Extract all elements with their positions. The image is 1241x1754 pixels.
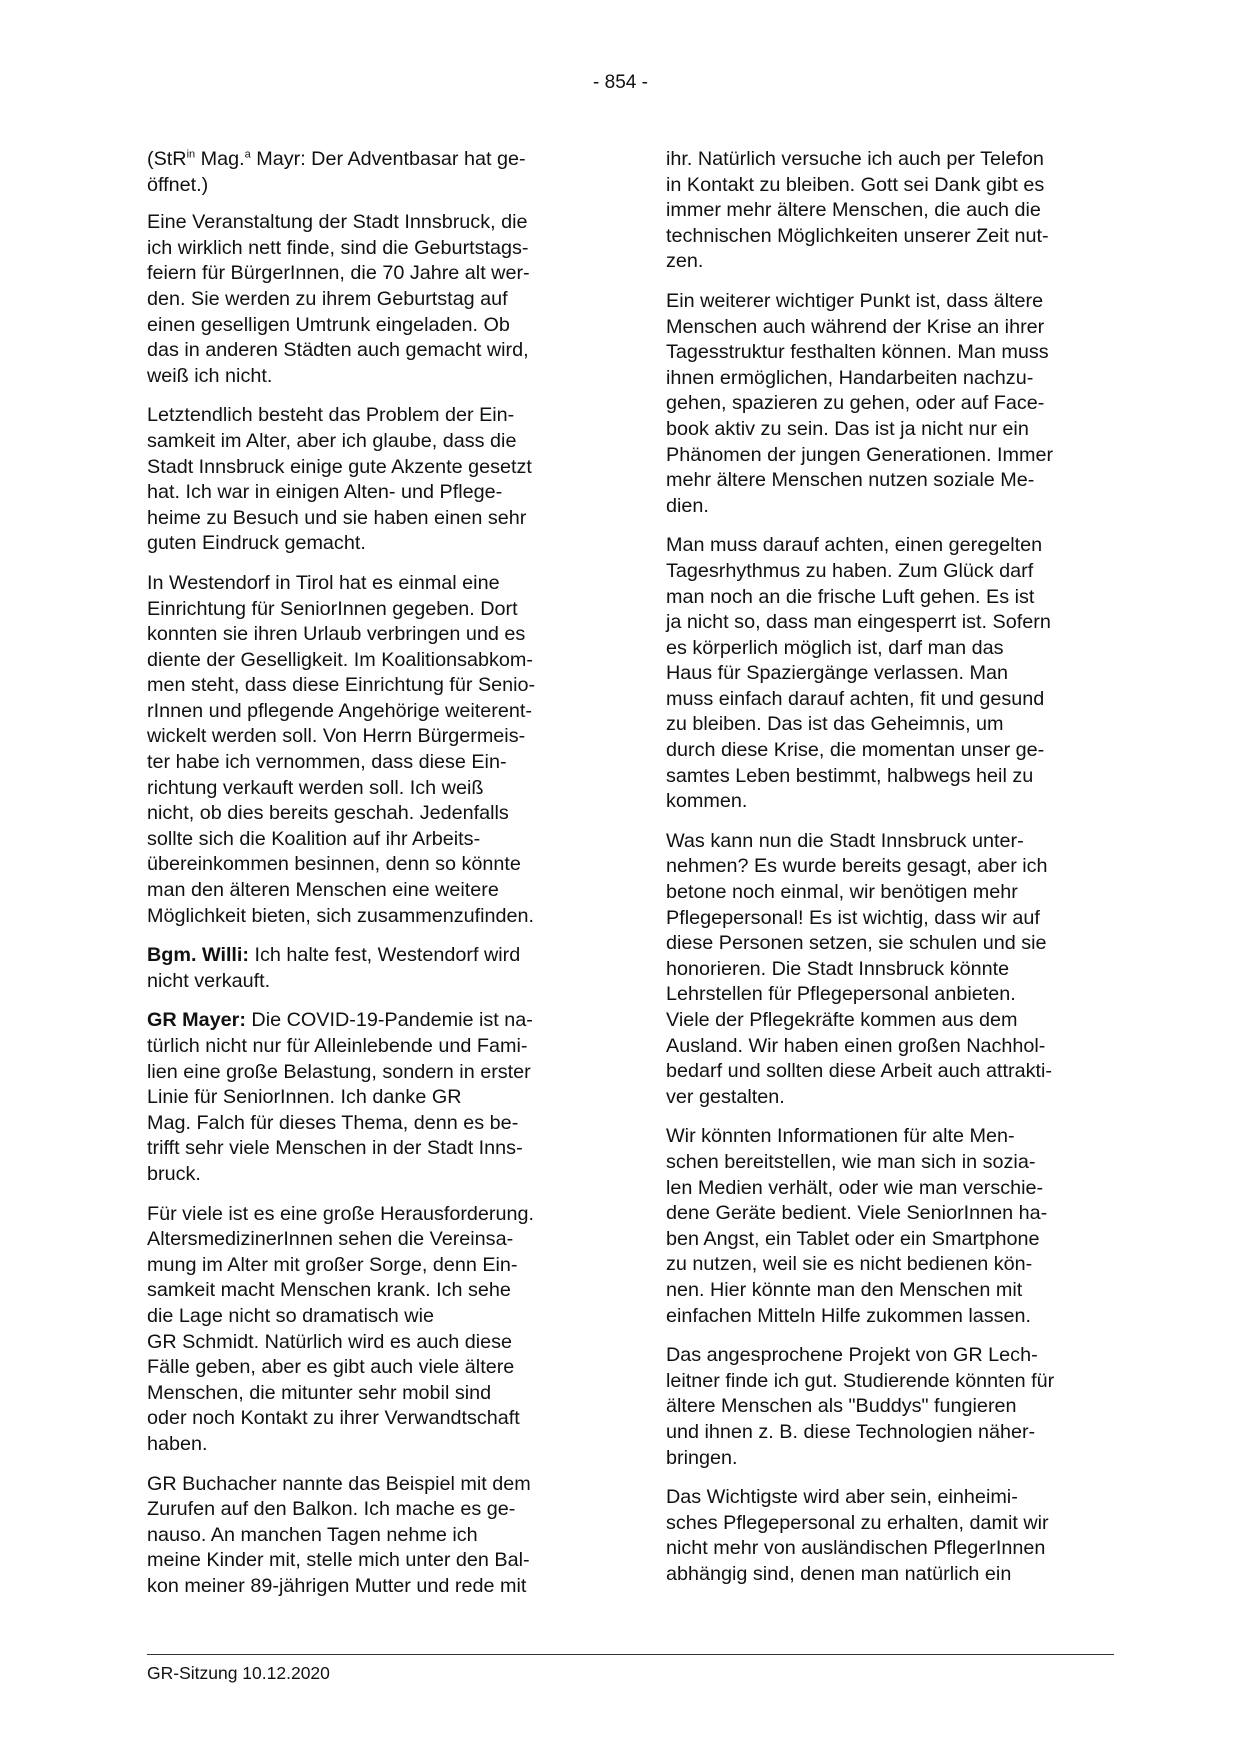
- paragraph: Letztendlich besteht das Problem der Ein- samkeit im Alter, aber ich glaube, dass die Stadt Innsbruck einige gute Akzente gesetzt hat. Ich war in einigen Alten- und Pflege- heime zu Besuch und sie haben einen sehr guten Eindruck gemacht.: [147, 404, 532, 555]
- page-number: - 854 -: [593, 72, 648, 93]
- footer-divider: [147, 1654, 1114, 1655]
- speaker-label: Bgm. Willi:: [147, 944, 250, 967]
- footer-session-date: GR-Sitzung 10.12.2020: [147, 1663, 330, 1683]
- paragraph: ihr. Natürlich versuche ich auch per Telefon in Kontakt zu bleiben. Gott sei Dank gibt es immer mehr ältere Menschen, die auch die technischen Möglichkeiten unserer Zeit nut- zen.: [666, 148, 1049, 273]
- paragraph: Man muss darauf achten, einen geregelten Tagesrhythmus zu haben. Zum Glück darf man noch an die frische Luft gehen. Es ist ja nicht so, dass man eingesperrt ist. Sofern es körperlich möglich ist, darf man das Haus für Spaziergänge verlassen. Man muss einfach darauf achten, fit und gesund zu bleiben. Das ist das Geheimnis, um durch diese Krise, die momentan unser ge- samtes Leben bestimmt, halbwegs heil zu kommen.: [666, 534, 1051, 813]
- paragraph-interjection: [147, 147, 607, 198]
- paragraph: Eine Veranstaltung der Stadt Innsbruck, die ich wirklich nett finde, sind die Geburtstags- feiern für BürgerInnen, die 70 Jahre alt wer- den. Sie werden zu ihrem Geburtstag auf einen geselligen Umtrunk eingeladen. Ob das in anderen Städten auch gemacht wird, weiß ich nicht.: [147, 211, 530, 387]
- speaker-label: GR Mayer:: [147, 1009, 246, 1032]
- left-column: [147, 147, 607, 1613]
- paragraph: Das angesprochene Projekt von GR Lech- leitner finde ich gut. Studierende könnten für ältere Menschen als "Buddys" fungieren und ihnen z. B. diese Technologien näher- bringen.: [666, 1344, 1055, 1469]
- paragraph-speaker-willi: [147, 943, 607, 994]
- interjection-text-start: (StR: [147, 148, 187, 170]
- paragraph: Wir könnten Informationen für alte Men- schen bereitstellen, wie man sich in sozia- len Medien verhält, oder wie man verschie- dene Geräte bedient. Viele SeniorInnen ha- ben Angst, ein Tablet oder ein Smartphone zu nutzen, weil sie es nicht bedienen kön- nen. Hier könnte man den Menschen mit einfachen Mitteln Hilfe zukommen lassen.: [666, 1125, 1048, 1327]
- superscript-in: in: [186, 148, 196, 161]
- paragraph: Ein weiterer wichtiger Punkt ist, dass ältere Menschen auch während der Krise an ihrer Tagesstruktur festhalten können. Man muss ihnen ermöglichen, Handarbeiten nachzu- gehen, spazieren zu gehen, oder auf Face- book aktiv zu sein. Das ist ja nicht nur ein Phänomen der jungen Generationen. Immer mehr ältere Menschen nutzen soziale Me- dien.: [666, 289, 1054, 517]
- paragraph: Was kann nun die Stadt Innsbruck unter- nehmen? Es wurde bereits gesagt, aber ich betone noch einmal, wir benötigen mehr Pflegepersonal! Es ist wichtig, dass wir auf diese Personen setzen, sie schulen und sie honorieren. Die Stadt Innsbruck könnte Lehrstellen für Pflegepersonal anbieten. Viele der Pflegekräfte kommen aus dem Ausland. Wir haben einen großen Nachhol- bedarf und sollten diese Arbeit auch attrakti- ver gestalten.: [666, 829, 1052, 1108]
- superscript-a: a: [244, 148, 251, 161]
- speech-text: Ich halte fest, Westendorf wird nicht verkauft.: [147, 944, 521, 992]
- paragraph: In Westendorf in Tirol hat es einmal eine Einrichtung für SeniorInnen gegeben. Dort konnten sie ihren Urlaub verbringen und es diente der Geselligkeit. Im Koalitionsabkom- men steht, dass diese Einrichtung für Senio- rInnen und pflegende Angehörige weiterent- wickelt werden soll. Von Herrn Bürgermeis- ter habe ich vernommen, dass diese Ein- richtung verkauft werden soll. Ich weiß nicht, ob dies bereits geschah. Jedenfalls sollte sich die Koalition auf ihr Arbeits- übereinkommen besinnen, denn so könnte man den älteren Menschen eine weitere Möglichkeit bieten, sich zusammenzufinden.: [147, 571, 536, 927]
- paragraph: Das Wichtigste wird aber sein, einheimi- sches Pflegepersonal zu erhalten, damit wir nicht mehr von ausländischen PflegerInnen abhängig sind, denen man natürlich ein: [666, 1486, 1049, 1585]
- interjection-text-end: Mayr: Der Adventbasar hat ge- öffnet.): [147, 148, 526, 196]
- paragraph-speaker-mayer: [147, 1008, 607, 1187]
- right-column: [666, 147, 1126, 1587]
- interjection-text-mid: Mag.: [195, 148, 245, 170]
- speech-text: Die COVID-19-Pandemie ist na- türlich nicht nur für Alleinlebende und Fami- lien eine große Belastung, sondern in erster Linie für SeniorInnen. Ich danke GR Mag. Falch für dieses Thema, denn es be- trifft sehr viele Menschen in der Stadt Inns- bruck.: [147, 1009, 533, 1185]
- paragraph: GR Buchacher nannte das Beispiel mit dem Zurufen auf den Balkon. Ich mache es ge- nauso. An manchen Tagen nehme ich meine Kinder mit, stelle mich unter den Bal- kon meiner 89-jährigen Mutter und rede mit: [147, 1472, 531, 1597]
- paragraph: Für viele ist es eine große Herausforderung. AltersmedizinerInnen sehen die Vereinsa- mung im Alter mit großer Sorge, denn Ein- samkeit macht Menschen krank. Ich sehe die Lage nicht so dramatisch wie GR Schmidt. Natürlich wird es auch diese Fälle geben, aber es gibt auch viele ältere Menschen, die mitunter sehr mobil sind oder noch Kontakt zu ihrer Verwandtschaft haben.: [147, 1202, 535, 1455]
